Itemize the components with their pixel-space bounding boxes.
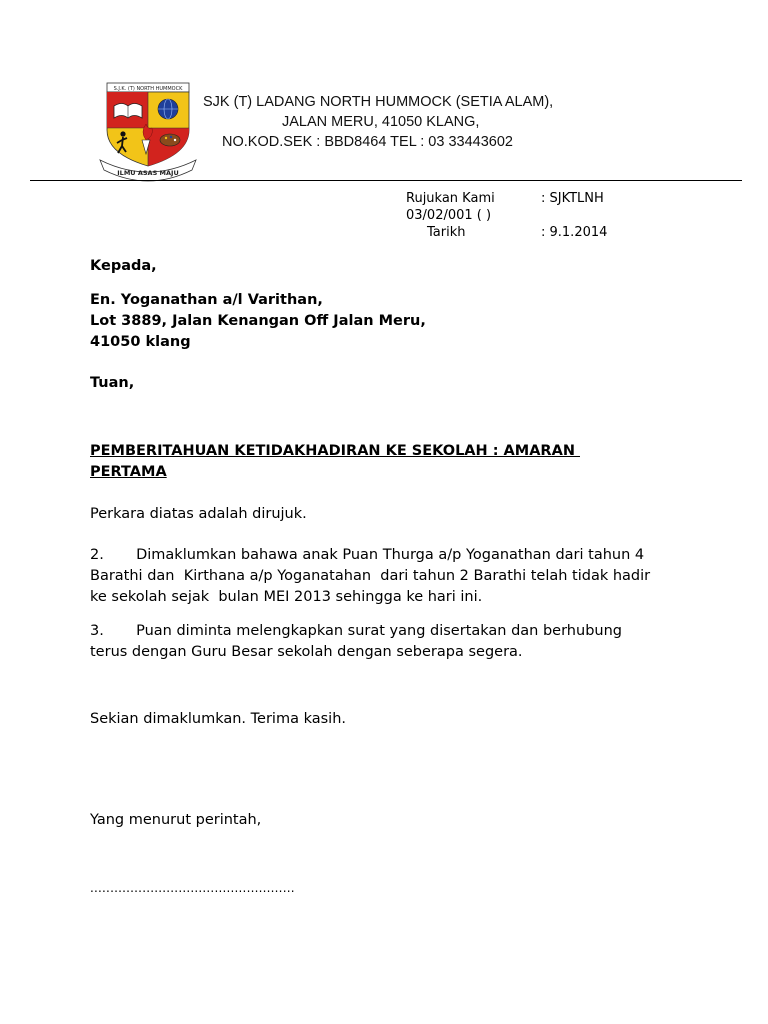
to-label: Kepada, xyxy=(90,258,157,274)
header-rule xyxy=(30,180,742,181)
school-crest xyxy=(96,80,200,182)
salutation: Tuan, xyxy=(90,375,135,391)
body-para1: Perkara diatas adalah dirujuk. xyxy=(90,506,307,522)
body-para2-line2: Barathi dan Kirthana a/p Yoganatahan dari tahun 2 Barathi telah tidak hadir xyxy=(90,568,651,584)
signature-line: ................................................... xyxy=(90,881,295,895)
crest-motto: ILMU ASAS MAJU xyxy=(117,169,179,177)
school-address: JALAN MERU, 41050 KLANG, xyxy=(282,114,480,130)
subject-line1: PEMBERITAHUAN KETIDAKHADIRAN KE SEKOLAH : AMARAN xyxy=(90,443,580,459)
subject-line2: PERTAMA xyxy=(90,464,167,480)
body-para2-line3: ke sekolah sejak bulan MEI 2013 sehingga ke hari ini. xyxy=(90,589,483,605)
body-para2-line1: 2. Dimaklumkan bahawa anak Puan Thurga a/p Yoganathan dari tahun 4 xyxy=(90,547,645,563)
ref-label: Rujukan Kami xyxy=(406,191,495,206)
crest-top-text: S.J.K. (T) NORTH HUMMOCK xyxy=(113,86,183,92)
sign-off: Yang menurut perintah, xyxy=(90,812,262,828)
date-label: Tarikh xyxy=(427,225,466,240)
recipient-name: En. Yoganathan a/l Varithan, xyxy=(90,292,323,308)
closing-thanks: Sekian dimaklumkan. Terima kasih. xyxy=(90,711,346,727)
date-value: : 9.1.2014 xyxy=(541,225,608,240)
school-name: SJK (T) LADANG NORTH HUMMOCK (SETIA ALAM), xyxy=(203,94,554,110)
recipient-address-line2: 41050 klang xyxy=(90,334,191,350)
school-codes: NO.KOD.SEK : BBD8464 TEL : 03 33443602 xyxy=(222,134,513,150)
ref-value: : SJKTLNH xyxy=(541,191,604,206)
body-para3-line1: 3. Puan diminta melengkapkan surat yang disertakan dan berhubung xyxy=(90,623,622,639)
body-para3-line2: terus dengan Guru Besar sekolah dengan seberapa segera. xyxy=(90,644,523,660)
ref-number: 03/02/001 ( ) xyxy=(406,208,492,223)
recipient-address-line1: Lot 3889, Jalan Kenangan Off Jalan Meru, xyxy=(90,313,426,329)
